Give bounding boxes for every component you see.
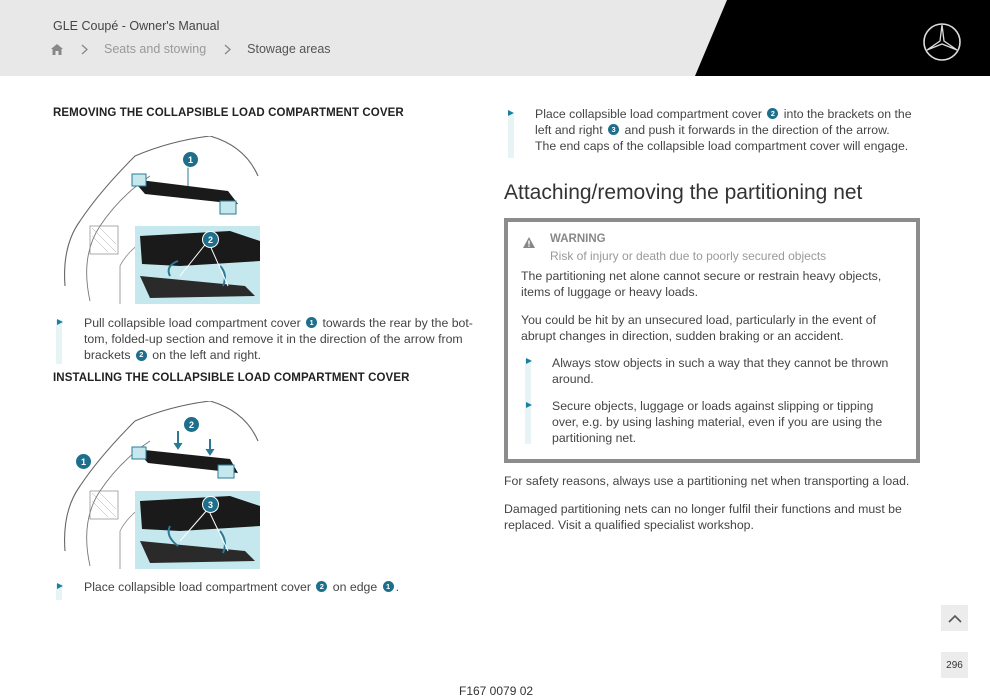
warning-subtitle: Risk of injury or death due to poorly secured objects [550,249,827,263]
heading-removing-cover: REMOVING THE COLLAPSIBLE LOAD COMPARTMENT COVER [53,107,404,119]
callout-2: 2 [202,231,219,248]
document-title: GLE Coupé - Owner's Manual [53,19,220,33]
mercedes-star-logo [922,22,962,62]
heading-installing-cover: INSTALLING THE COLLAPSIBLE LOAD COMPARTMENT COVER [53,372,410,384]
warning-paragraph-1: The partitioning net alone cannot secure or restrain heavy objects, items of luggage or heavy loads. [521,269,882,300]
page-number: 296 [941,652,968,678]
step-remove-cover: Pull collapsible load compartment cover 1 towards the rear by the bot- tom, folded-up section and remove it in the direction of the arrow from brackets 2 on the left and right. [84,316,473,363]
ref-2: 2 [316,581,327,592]
ref-2: 2 [136,350,147,361]
step-bar [56,320,62,364]
chevron-right-icon [81,44,88,55]
illustration-installing-cover [60,401,260,569]
step-bar [508,114,514,158]
bullet-arrow-icon [57,319,63,325]
ref-2: 2 [767,108,778,119]
breadcrumb-seats-and-stowing[interactable]: Seats and stowing [104,42,207,56]
step-insert-cover: Place collapsible load compartment cover 2 into the brackets on the left and right 3 and push it forwards in the direction of the arrow. The end caps of the collapsible load compartment cover will engage. [535,107,912,154]
breadcrumb [51,42,331,56]
ref-3: 3 [608,124,619,135]
scroll-to-top-button[interactable] [941,605,968,631]
ref-1: 1 [306,317,317,328]
paragraph-safety: For safety reasons, always use a partitioning net when transporting a load. [504,474,910,488]
warning-paragraph-2: You could be hit by an unsecured load, particularly in the event of abrupt changes in direction, sudden braking or an accident. [521,313,877,344]
bullet-arrow-icon [526,402,532,408]
ref-1: 1 [383,581,394,592]
bullet-arrow-icon [508,110,514,116]
bullet-arrow-icon [526,358,532,364]
chevron-right-icon [224,44,231,55]
home-icon[interactable] [51,44,63,55]
breadcrumb-stowage-areas: Stowage areas [247,42,331,56]
paragraph-damaged-nets: Damaged partitioning nets can no longer fulfil their functions and must be replaced. Visit a qualified specialist workshop. [504,502,902,533]
callout-1: 1 [182,151,199,168]
step-result: The end caps of the collapsible load compartment cover will engage. [535,139,909,154]
chevron-up-icon [948,614,962,623]
callout-1: 1 [75,453,92,470]
section-title-partitioning-net: Attaching/removing the partitioning net [504,181,863,204]
step-place-cover-on-edge: Place collapsible load compartment cover 2 on edge 1 . [84,580,400,594]
warning-triangle-icon [523,237,535,248]
warning-item-2: Secure objects, luggage or loads against slipping or tipping over, e.g. by using lashing material, even if you are using the partitioning net. [552,399,883,446]
callout-3: 3 [202,496,219,513]
callout-2: 2 [183,416,200,433]
illustration-removing-cover [60,136,260,304]
bullet-arrow-icon [57,583,63,589]
warning-item-1: Always stow objects in such a way that they cannot be thrown around. [552,356,889,387]
image-code: F167 0079 02 [459,684,534,698]
warning-label: WARNING [550,233,606,245]
